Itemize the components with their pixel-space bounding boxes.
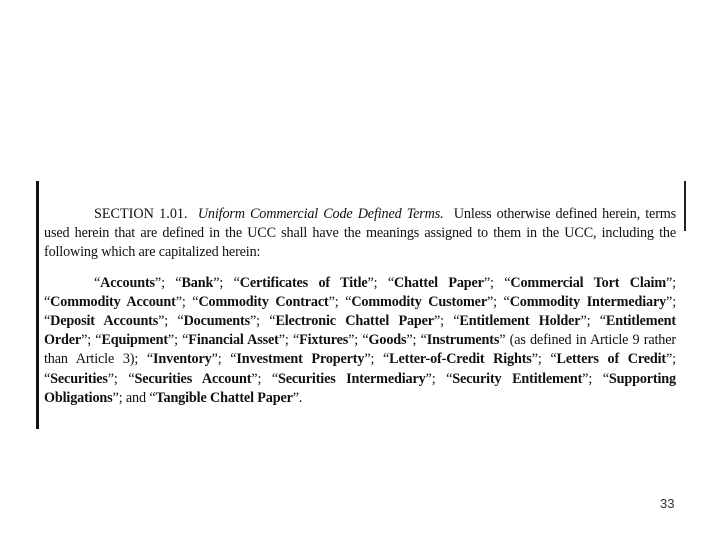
scanned-document-excerpt bbox=[36, 181, 686, 429]
defined-term: Commodity Contract bbox=[198, 293, 329, 310]
defined-term: Supporting Obligations bbox=[44, 370, 676, 406]
defined-terms-list: “Accounts”; “Bank”; “Certificates of Title”; “Chattel Paper”; “Commercial Tort Claim”; “Commodity Account”; “Commodity Contract”; “Commodity Customer”; “Commodity Intermediary”; “Deposit Accounts”; “Documents”; “Electronic Chattel Paper”; “Entitlement Holder”; “Entitlement Order”; “Equipment”; “Financial Asset”; “Fixtures”; “Goods”; “Instruments” (as defined in Article 9 rather than Article 3); “Inventory”; “Investment Property”; “Letter-of-Credit Rights”; “Letters of Credit”; “Securities”; “Securities Account”; “Securities Intermediary”; “Security Entitlement”; “Supporting Obligations”; and “Tangible Chattel Paper”. bbox=[44, 274, 676, 406]
section-title: Uniform Commercial Code Defined Terms. bbox=[197, 206, 444, 222]
defined-term: Accounts bbox=[100, 274, 155, 291]
defined-term: Goods bbox=[368, 332, 407, 349]
defined-term: Securities Intermediary bbox=[277, 370, 426, 387]
defined-term: Documents bbox=[183, 313, 250, 330]
defined-term: Commodity Account bbox=[50, 293, 176, 310]
defined-term: Instruments bbox=[426, 332, 500, 349]
defined-term: Financial Asset bbox=[188, 332, 279, 349]
scan-right-edge bbox=[684, 181, 686, 231]
defined-term: Security Entitlement bbox=[452, 370, 583, 387]
section-number: SECTION 1.01. bbox=[94, 206, 188, 222]
defined-term: Letters of Credit bbox=[556, 351, 666, 368]
defined-term: Letter-of-Credit Rights bbox=[389, 351, 532, 368]
defined-term: Electronic Chattel Paper bbox=[275, 313, 434, 330]
scan-left-edge bbox=[36, 181, 39, 429]
defined-term: Investment Property bbox=[236, 351, 365, 368]
defined-term: Tangible Chattel Paper bbox=[155, 389, 293, 406]
defined-term: Commercial Tort Claim bbox=[510, 274, 667, 291]
section-text bbox=[44, 205, 676, 408]
defined-term: Fixtures bbox=[299, 332, 349, 349]
defined-term: Chattel Paper bbox=[394, 274, 484, 291]
defined-term: Equipment bbox=[101, 332, 168, 349]
section-paragraph bbox=[44, 205, 676, 263]
defined-term: Inventory bbox=[153, 351, 212, 368]
defined-term: Commodity Intermediary bbox=[509, 293, 667, 310]
defined-term: Commodity Customer bbox=[351, 293, 487, 310]
instruments-note: (as defined in Article 9 rather than Article 3) bbox=[44, 332, 676, 368]
defined-term: Securities bbox=[50, 370, 108, 387]
defined-term: Deposit Accounts bbox=[50, 313, 159, 330]
defined-term: Bank bbox=[181, 274, 214, 291]
defined-term: Certificates of Title bbox=[239, 274, 368, 291]
defined-term: Securities Account bbox=[134, 370, 252, 387]
page-number: 33 bbox=[660, 496, 675, 511]
section-intro: Unless otherwise defined herein, terms used herein that are defined in the UCC shall have the meanings assigned to them in the UCC, including the following which are capitalized herein: bbox=[44, 206, 677, 261]
defined-term: Entitlement Order bbox=[44, 313, 676, 349]
defined-term: Entitlement Holder bbox=[459, 313, 581, 330]
